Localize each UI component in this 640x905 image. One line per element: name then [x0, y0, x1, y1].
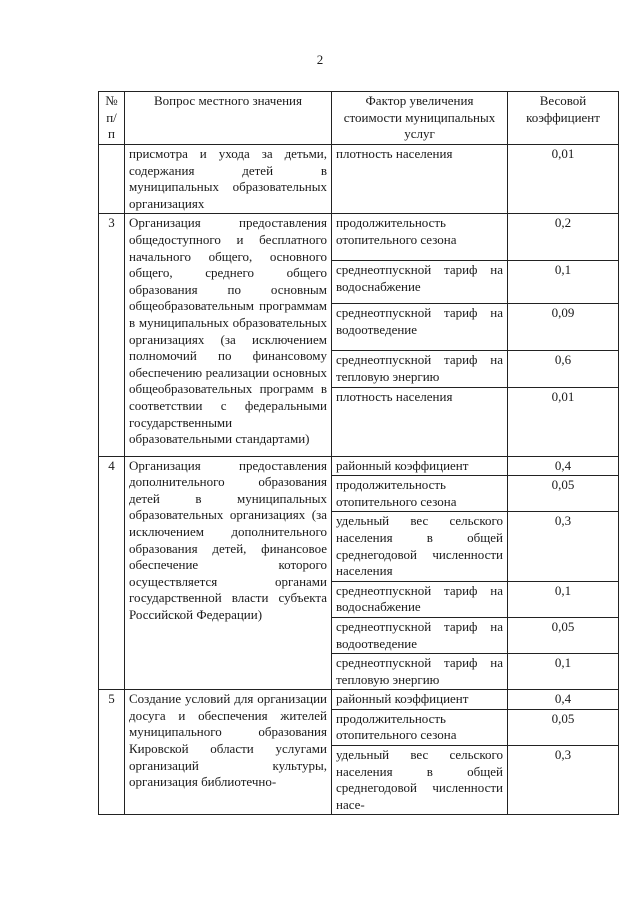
table-row — [99, 456, 619, 476]
row-num: 5 — [99, 690, 125, 815]
row-coef: 0,2 — [508, 214, 619, 261]
row-coef: 0,4 — [508, 690, 619, 710]
row-factor: продолжительность отопительного сезона — [332, 214, 508, 261]
header-factor: Фактор увеличения стоимости муниципальных услуг — [332, 92, 508, 145]
row-coef: 0,05 — [508, 476, 619, 512]
row-coef: 0,09 — [508, 304, 619, 351]
header-question: Вопрос местного значения — [125, 92, 332, 145]
row-factor: районный коэффициент — [332, 690, 508, 710]
row-coef: 0,05 — [508, 617, 619, 653]
row-factor: среднеотпускной тариф на тепловую энергию — [332, 351, 508, 387]
row-factor: районный коэффициент — [332, 456, 508, 476]
row-coef: 0,1 — [508, 261, 619, 304]
row-factor: плотность населения — [332, 387, 508, 456]
row-factor: удельный вес сельского населения в общей среднегодовой численности насе- — [332, 746, 508, 815]
row-question: Организация предоставления общедоступного и бесплатного начального общего, основного общего, среднего общего образования по основным общеобразовательным программам в муниципальных образовательных организациях (за исключением полномочий по финансовому обеспечению реализации основных общеобразовательных программ в соответствии с федеральными государственными образовательными стандартами) — [125, 214, 332, 456]
row-coef: 0,6 — [508, 351, 619, 387]
row-question: присмотра и ухода за детьми, содержания детей в муниципальных образовательных организациях — [125, 145, 332, 214]
table-row — [99, 690, 619, 710]
row-num: 4 — [99, 456, 125, 690]
table-row — [99, 145, 619, 214]
row-factor: продолжительность отопительного сезона — [332, 476, 508, 512]
row-factor: среднеотпускной тариф на водоснабжение — [332, 261, 508, 304]
header-coef: Весовой коэффициент — [508, 92, 619, 145]
row-factor: среднеотпускной тариф на тепловую энергию — [332, 654, 508, 690]
row-coef: 0,01 — [508, 145, 619, 214]
row-coef: 0,3 — [508, 512, 619, 581]
row-question: Организация предоставления дополнительного образования детей в муниципальных образовательных организациях (за исключением дополнительного образования детей, финансовое обеспечение которого осуществляется органами государственной власти субъекта Российской Федерации) — [125, 456, 332, 690]
row-coef: 0,4 — [508, 456, 619, 476]
row-num — [99, 145, 125, 214]
row-factor: среднеотпускной тариф на водоотведение — [332, 617, 508, 653]
row-factor: плотность населения — [332, 145, 508, 214]
row-coef: 0,01 — [508, 387, 619, 456]
row-coef: 0,1 — [508, 581, 619, 617]
row-factor: продолжительность отопительного сезона — [332, 709, 508, 745]
page-number: 2 — [316, 52, 324, 67]
row-coef: 0,3 — [508, 746, 619, 815]
row-factor: среднеотпускной тариф на водоснабжение — [332, 581, 508, 617]
row-coef: 0,1 — [508, 654, 619, 690]
table-row — [99, 214, 619, 261]
row-question: Создание условий для организации досуга и обеспечения жителей муниципального образования Кировской области услугами организаций культуры, организация библиотечно- — [125, 690, 332, 815]
table-header-row — [99, 92, 619, 145]
coefficients-table — [98, 91, 619, 815]
row-factor: удельный вес сельского населения в общей среднегодовой численности населения — [332, 512, 508, 581]
row-factor: среднеотпускной тариф на водоотведение — [332, 304, 508, 351]
header-num: № п/п — [99, 92, 125, 145]
row-num: 3 — [99, 214, 125, 456]
row-coef: 0,05 — [508, 709, 619, 745]
